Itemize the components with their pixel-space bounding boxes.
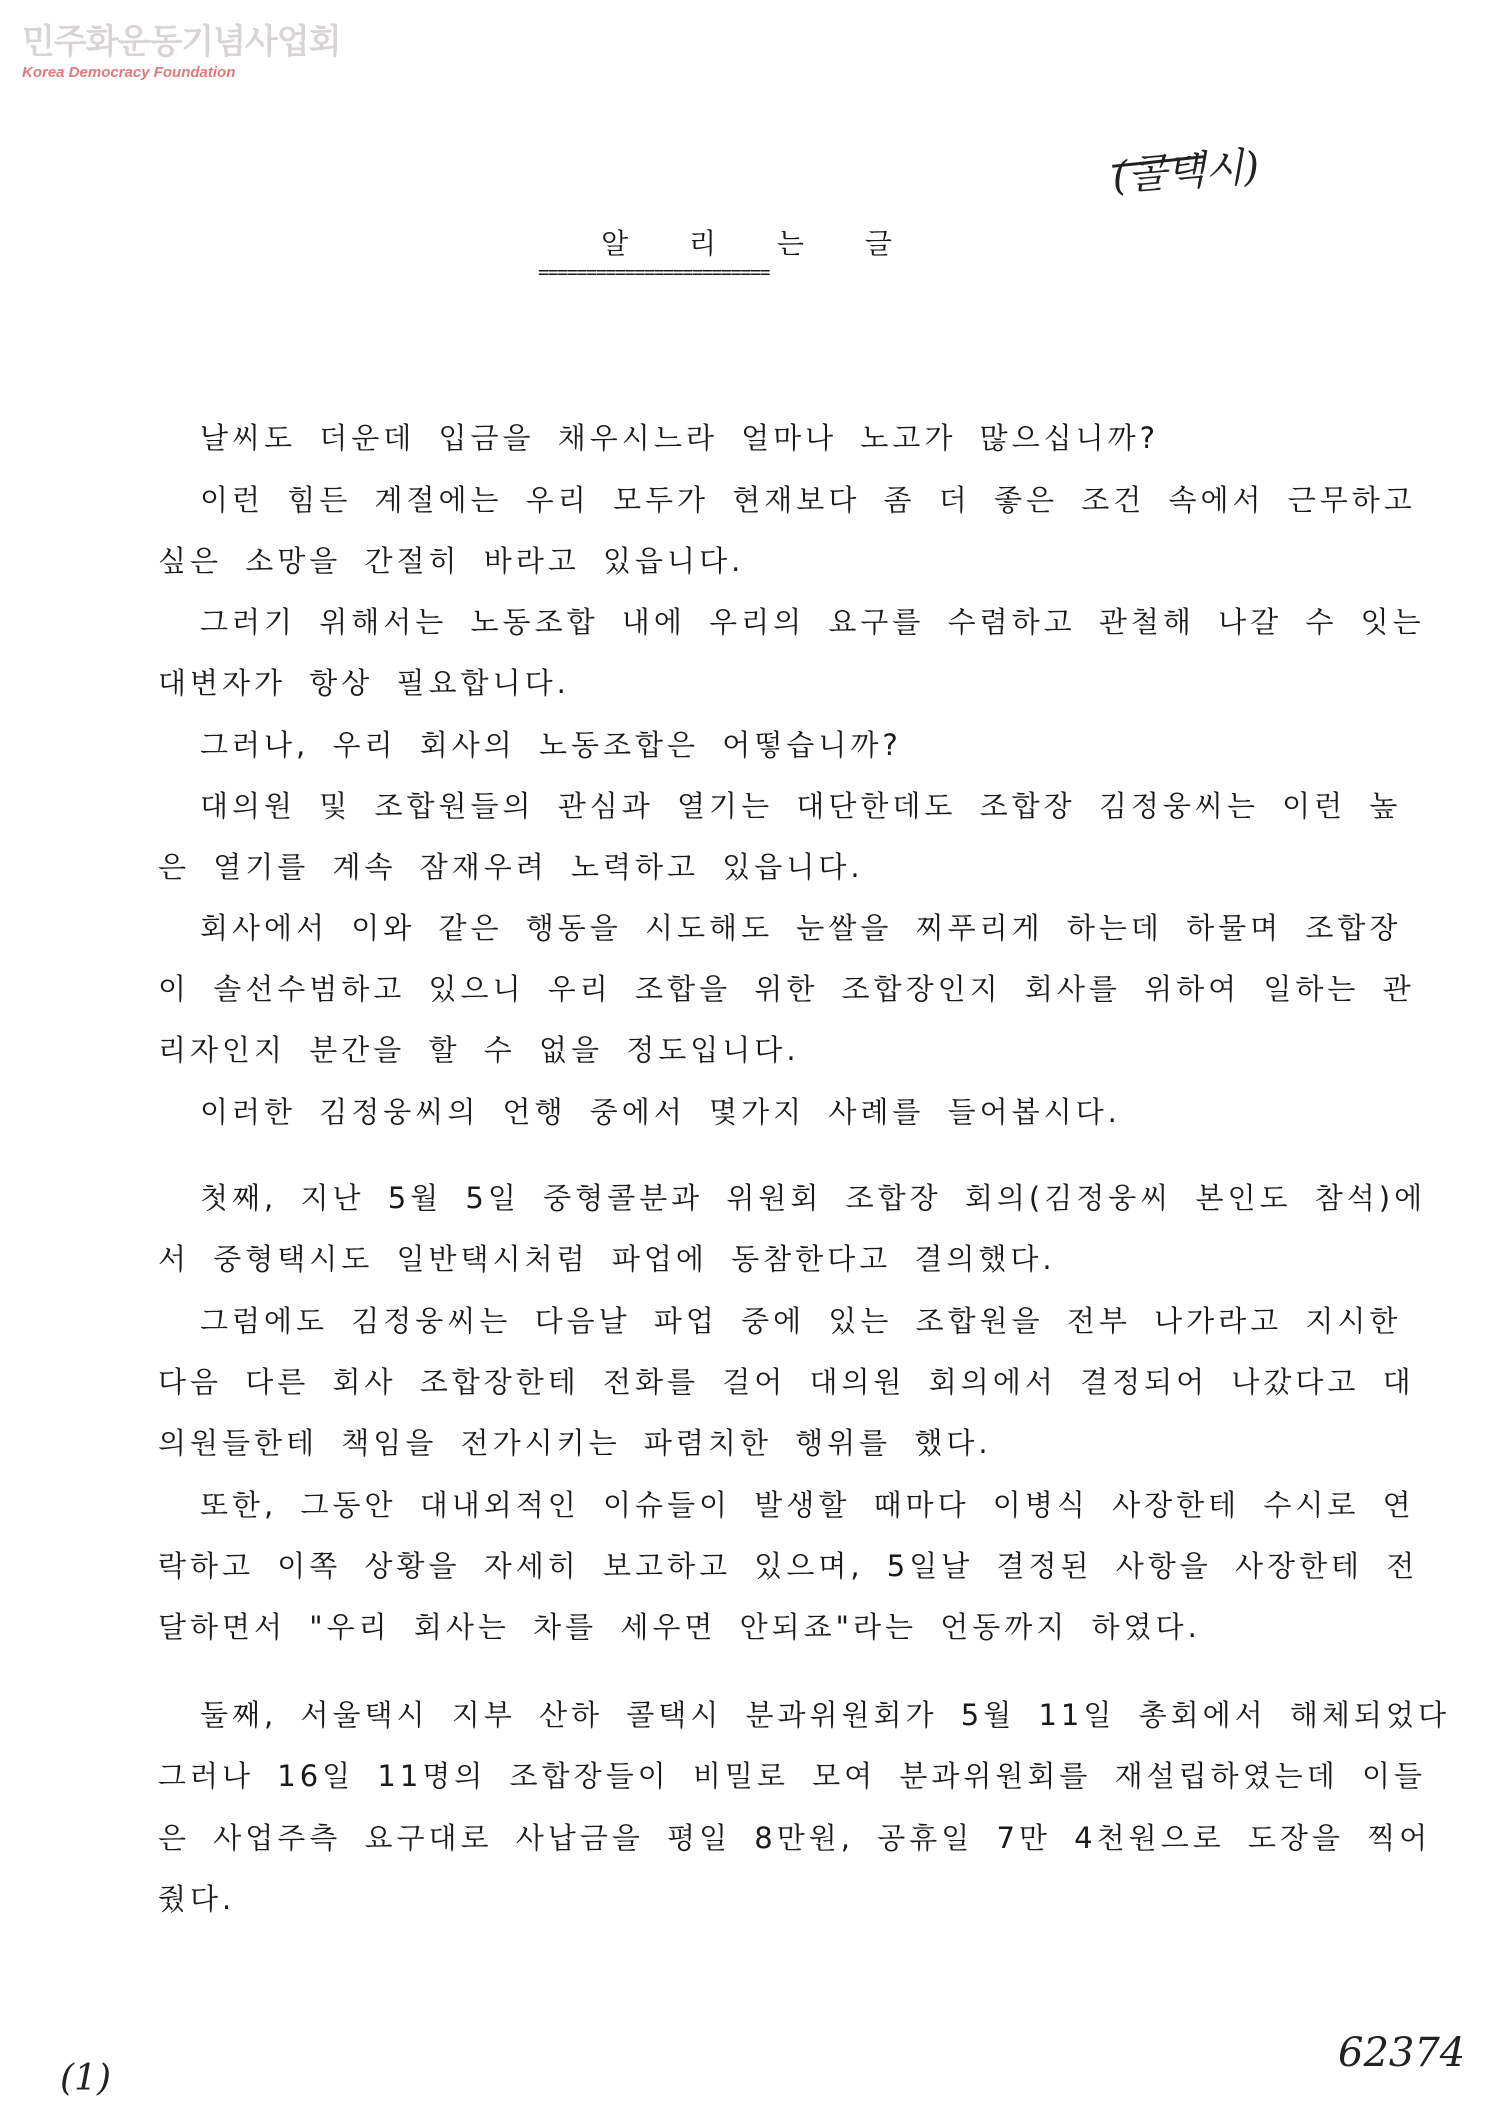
- body-line: 이러한 김정웅씨의 언행 중에서 몇가지 사례를 들어봅시다.: [200, 1095, 1121, 1129]
- body-line: 대변자가 항상 필요합니다.: [158, 666, 570, 700]
- body-line: 그럼에도 김정웅씨는 다음날 파업 중에 있는 조합원을 전부 나가라고 지시한: [200, 1304, 1402, 1338]
- page-mark: (1): [60, 2058, 111, 2099]
- body-line: 줬다.: [158, 1882, 236, 1916]
- body-line: 다음 다른 회사 조합장한테 전화를 걸어 대의원 회의에서 결정되어 나갔다고 대: [158, 1365, 1415, 1399]
- body-line: 회사에서 이와 같은 행동을 시도해도 눈쌀을 찌푸리게 하는데 하물며 조합장: [200, 911, 1402, 945]
- body-line: 둘째, 서울택시 지부 산하 콜택시 분과위원회가 5월 11일 총회에서 해체되었다: [200, 1698, 1450, 1732]
- body-line: 싶은 소망을 간절히 바라고 있읍니다.: [158, 544, 745, 578]
- watermark-korean: 민주화운동기념사업회: [22, 22, 341, 62]
- body-line: 서 중형택시도 일반택시처럼 파업에 동참한다고 결의했다.: [158, 1242, 1056, 1276]
- handwritten-note: (콜택시): [1110, 143, 1261, 201]
- title-underline: ========================: [538, 262, 770, 283]
- body-line: 은 사업주측 요구대로 사납금을 평일 8만원, 공휴일 7만 4천원으로 도장을 찍어: [158, 1821, 1432, 1855]
- body-line: 대의원 및 조합원들의 관심과 열기는 대단한데도 조합장 김정웅씨는 이런 높: [200, 789, 1402, 823]
- body-line: 의원들한테 책임을 전가시키는 파렴치한 행위를 했다.: [158, 1426, 992, 1460]
- body-line: 그러나 16일 11명의 조합장들이 비밀로 모여 분과위원회를 재설립하였는데 이들: [158, 1759, 1426, 1793]
- archive-number: 62374: [1338, 2030, 1466, 2076]
- body-line: 그러기 위해서는 노동조합 내에 우리의 요구를 수렴하고 관철해 나갈 수 잇는: [200, 605, 1425, 639]
- body-line: 달하면서 "우리 회사는 차를 세우면 안되죠"라는 언동까지 하였다.: [158, 1610, 1201, 1644]
- body-line: 그러나, 우리 회사의 노동조합은 어떻습니까?: [200, 728, 902, 762]
- watermark-english: Korea Democracy Foundation: [22, 64, 236, 81]
- watermark-logo: [22, 22, 340, 82]
- body-line: 날씨도 더운데 입금을 채우시느라 얼마나 노고가 많으십니까?: [200, 421, 1160, 455]
- body-line: 첫째, 지난 5월 5일 중형콜분과 위원회 조합장 회의(김정웅씨 본인도 참석)에: [200, 1181, 1427, 1215]
- body-line: 락하고 이쪽 상황을 자세히 보고하고 있으며, 5일날 결정된 사항을 사장한테 전: [158, 1549, 1419, 1583]
- body-line: 이 솔선수범하고 있으니 우리 조합을 위한 조합장인지 회사를 위하여 일하는 관: [158, 972, 1415, 1006]
- body-line: 리자인지 분간을 할 수 없을 정도입니다.: [158, 1033, 800, 1067]
- body-line: 또한, 그동안 대내외적인 이슈들이 발생할 때마다 이병식 사장한테 수시로 연: [200, 1488, 1415, 1522]
- page-title: 알 리 는 글: [601, 227, 902, 260]
- body-line: 은 열기를 계속 잠재우려 노력하고 있읍니다.: [158, 850, 864, 884]
- body-line: 이런 힘든 계절에는 우리 모두가 현재보다 좀 더 좋은 조건 속에서 근무하고: [200, 483, 1416, 517]
